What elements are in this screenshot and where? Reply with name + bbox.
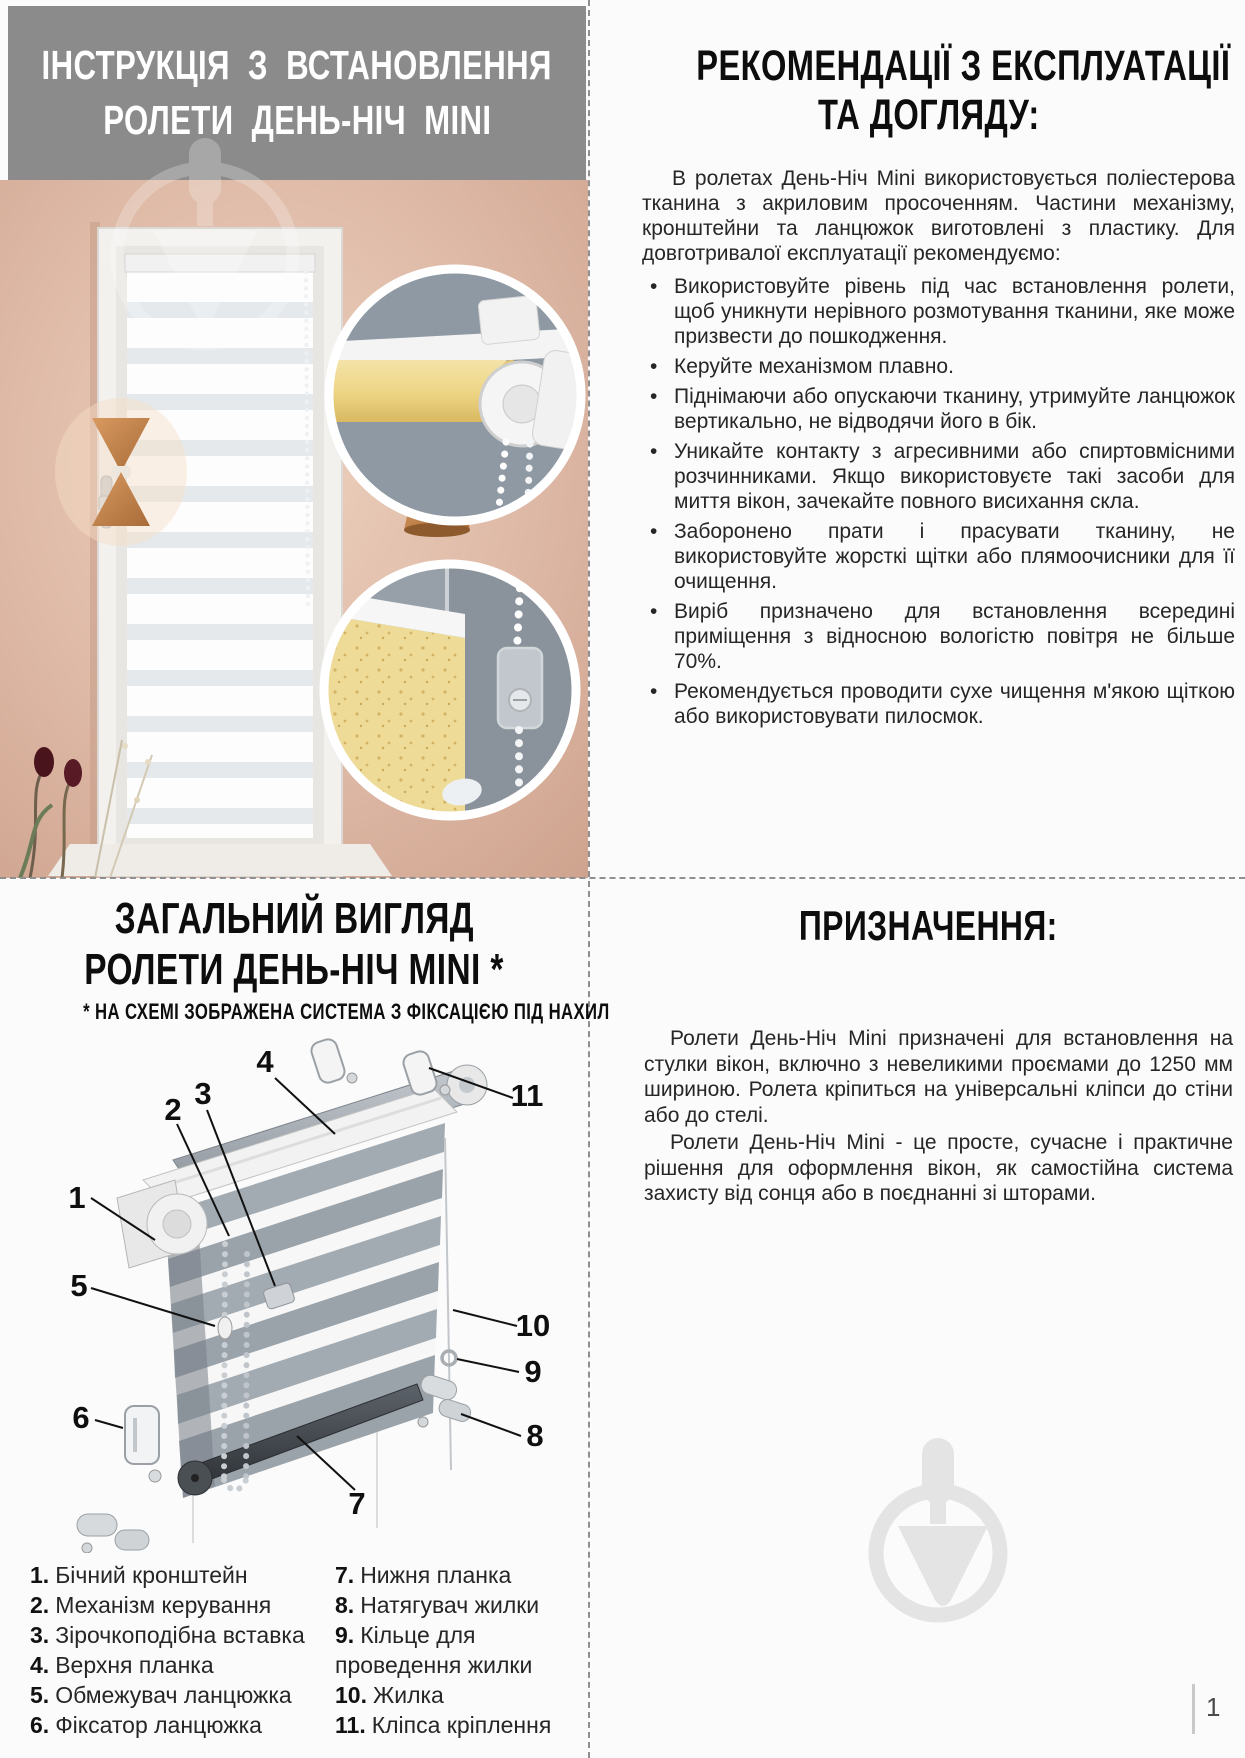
overview-title-line1: ЗАГАЛЬНИЙ ВИГЛЯД bbox=[114, 894, 474, 943]
installation-title-line1: ІНСТРУКЦІЯ З ВСТАНОВЛЕННЯ bbox=[41, 42, 553, 88]
purpose-body bbox=[644, 1026, 1233, 1207]
recommendation-item: • Піднімаючи або опускаючи тканину, утримуйте ланцюжок вертикально, не відводячи його в бік. bbox=[642, 384, 1235, 434]
legend-item: 3. Зірочкоподібна вставка bbox=[30, 1622, 305, 1648]
callout-number: 3 bbox=[194, 1076, 212, 1111]
purpose-paragraph: Ролети День-Ніч Mini призначені для встановлення на стулки вікон, включно з невеликими проємами до 1250 мм шириною. Ролета кріпиться на універсальні кліпси до стіни або до стелі. bbox=[644, 1027, 1233, 1127]
legend-item: 9. Кільце для проведення жилки bbox=[335, 1622, 533, 1678]
callout-number: 9 bbox=[524, 1354, 542, 1389]
callout-number: 8 bbox=[526, 1418, 544, 1453]
horizontal-dashed-divider bbox=[0, 877, 1245, 879]
recommendation-item: • Виріб призначено для встановлення всередині приміщення з відносною вологістю повітря не більше 70%. bbox=[642, 599, 1235, 674]
purpose-paragraph: Ролети День-Ніч Mini - це просте, сучасне і практичне рішення для оформлення вікон, як самостійна система захисту від сонця або в поєднанні зі шторами. bbox=[644, 1131, 1233, 1205]
recommendation-item: • Уникайте контакту з агресивними або спиртовмісними розчинниками. Якщо використовуєте такі засоби для миття вікон, зачекайте повного висихання скла. bbox=[642, 439, 1235, 514]
callout-number: 11 bbox=[510, 1078, 544, 1113]
purpose-section bbox=[612, 902, 1245, 1209]
callout-number: 7 bbox=[348, 1486, 366, 1521]
chain-limiter bbox=[218, 1317, 232, 1339]
inset1-bracket-tab bbox=[478, 295, 540, 345]
callout-number: 1 bbox=[68, 1180, 86, 1215]
recommendations-title-line1: РЕКОМЕНДАЦІЇ З ЕКСПЛУАТАЦІЇ bbox=[696, 42, 1231, 90]
recommendations-title-line2: ТА ДОГЛЯДУ: bbox=[817, 91, 1040, 139]
recommendation-item: • Керуйте механізмом плавно. bbox=[642, 354, 1235, 379]
legend-item: 10. Жилка bbox=[335, 1682, 444, 1708]
legend-right-column bbox=[335, 1560, 567, 1740]
legend-left-column bbox=[30, 1560, 330, 1740]
callout-number: 10 bbox=[515, 1308, 551, 1343]
mounting-clips bbox=[309, 1037, 450, 1097]
recommendations-intro: В ролетах День-Ніч Mini використовується поліестерова тканина з акриловим просоченням. Частини механізму, кронштейни та ланцюжок виготовлені з пластику. Для довготривалої експлуатації рекомендуємо: bbox=[642, 167, 1235, 265]
watermark-trowel-logo-icon bbox=[108, 138, 308, 370]
legend-item: 7. Нижня планка bbox=[335, 1562, 512, 1588]
recommendations-body bbox=[642, 166, 1235, 729]
installation-title-line2: РОЛЕТИ ДЕНЬ-НІЧ MINI bbox=[102, 97, 492, 143]
wire bbox=[445, 1138, 451, 1470]
legend-item: 8. Натягувач жилки bbox=[335, 1592, 540, 1618]
recommendation-item: • Заборонено прати і прасувати тканину, не використовуйте жорсткі щітки або плямоочисники для її очищення. bbox=[642, 519, 1235, 594]
legend-item: 1. Бічний кронштейн bbox=[30, 1562, 248, 1588]
overview-section-heading bbox=[0, 893, 610, 1025]
legend-item: 5. Обмежувач ланцюжка bbox=[30, 1682, 292, 1708]
callout-number: 2 bbox=[164, 1092, 182, 1127]
page-number: 1 bbox=[1192, 1684, 1220, 1734]
callout-number: 4 bbox=[256, 1044, 274, 1079]
vertical-dashed-divider bbox=[588, 0, 590, 1758]
recommendation-item: • Використовуйте рівень під час встановлення ролети, щоб уникнути нерівного розмотування тканини, яке може призвести до пошкодження. bbox=[642, 274, 1235, 349]
purpose-title: ПРИЗНАЧЕННЯ: bbox=[799, 902, 1058, 949]
legend-item: 11. Кліпса кріплення bbox=[335, 1712, 552, 1738]
recommendations-section bbox=[612, 0, 1245, 734]
legend-item: 4. Верхня планка bbox=[30, 1652, 214, 1678]
recommendations-title bbox=[612, 42, 1245, 140]
recommendation-item: • Рекомендується проводити сухе чищення м'якою щіткою або використовувати пилосмок. bbox=[642, 679, 1235, 729]
legend-item: 6. Фіксатор ланцюжка bbox=[30, 1712, 262, 1738]
window-sill bbox=[48, 844, 392, 876]
overview-note: * НА СХЕМІ ЗОБРАЖЕНА СИСТЕМА З ФІКСАЦІЄЮ ПІД НАХИЛ bbox=[83, 999, 610, 1024]
watermark-trowel-logo-icon bbox=[858, 1438, 1028, 1638]
roller-blind-diagram bbox=[25, 1028, 560, 1553]
wall-sconce bbox=[55, 398, 187, 546]
overview-title-line2: РОЛЕТИ ДЕНЬ-НІЧ MINI * bbox=[84, 945, 504, 994]
callout-number: 6 bbox=[72, 1400, 90, 1435]
legend-item: 2. Механізм керування bbox=[30, 1592, 272, 1618]
callout-number: 5 bbox=[70, 1268, 88, 1303]
